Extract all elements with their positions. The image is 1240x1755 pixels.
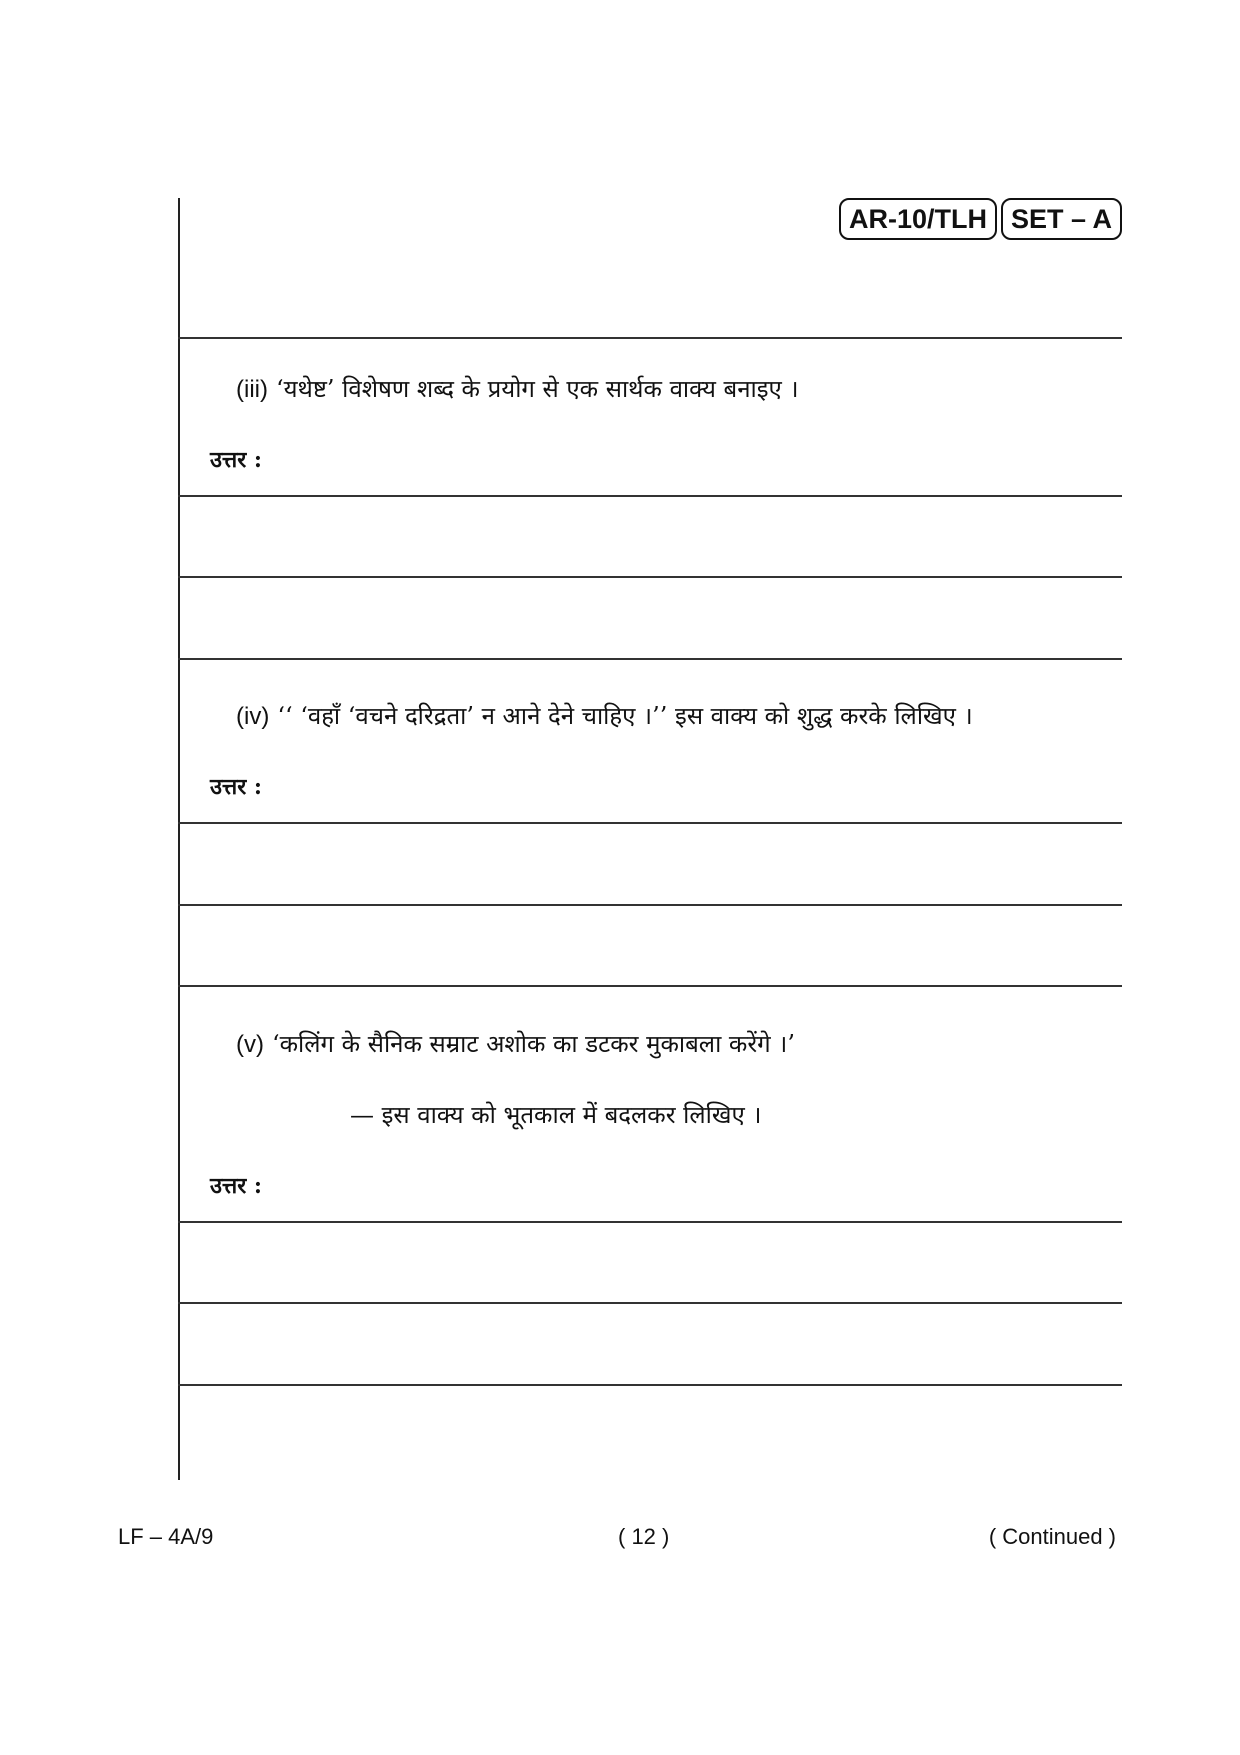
question-text: ‘‘ ‘वहाँ ‘वचने दरिद्रता’ न आने देने चाहिए ।’’ इस वाक्य को शुद्ध करके लिखिए । [277,702,973,730]
page-number: ( 12 ) [618,1524,670,1549]
question-iv [236,699,973,732]
left-margin-line [178,198,180,1480]
answer-line[interactable] [178,985,1122,987]
question-text: ‘यथेष्ट’ विशेषण शब्द के प्रयोग से एक सार्थक वाक्य बनाइए । [275,375,799,403]
answer-line[interactable] [178,495,1122,497]
question-number: (iii) [236,376,268,403]
answer-line[interactable] [178,904,1122,906]
question-number: (iv) [236,703,270,730]
set-badge: SET – A [1001,198,1122,240]
answer-label: उत्तर : [210,447,263,473]
question-number: (v) [236,1031,264,1058]
answer-label: उत्तर : [210,774,263,800]
answer-label: उत्तर : [210,1173,263,1199]
question-v [236,1027,795,1060]
answer-line[interactable] [178,1221,1122,1223]
paper-code-badge: AR-10/TLH [839,198,997,240]
answer-line[interactable] [178,1384,1122,1386]
answer-line[interactable] [178,1302,1122,1304]
answer-line[interactable] [178,822,1122,824]
question-instruction: — इस वाक्य को भूतकाल में बदलकर लिखिए । [350,1101,762,1129]
continued-label: ( Continued ) [988,1524,1116,1549]
section-divider [178,337,1122,339]
question-iii [236,372,799,405]
answer-line[interactable] [178,576,1122,578]
footer-form-code: LF – 4A/9 [118,1524,214,1549]
answer-line[interactable] [178,658,1122,660]
paper-code-header [839,198,1122,240]
question-text: ‘कलिंग के सैनिक सम्राट अशोक का डटकर मुकाबला करेंगे ।’ [271,1030,796,1058]
